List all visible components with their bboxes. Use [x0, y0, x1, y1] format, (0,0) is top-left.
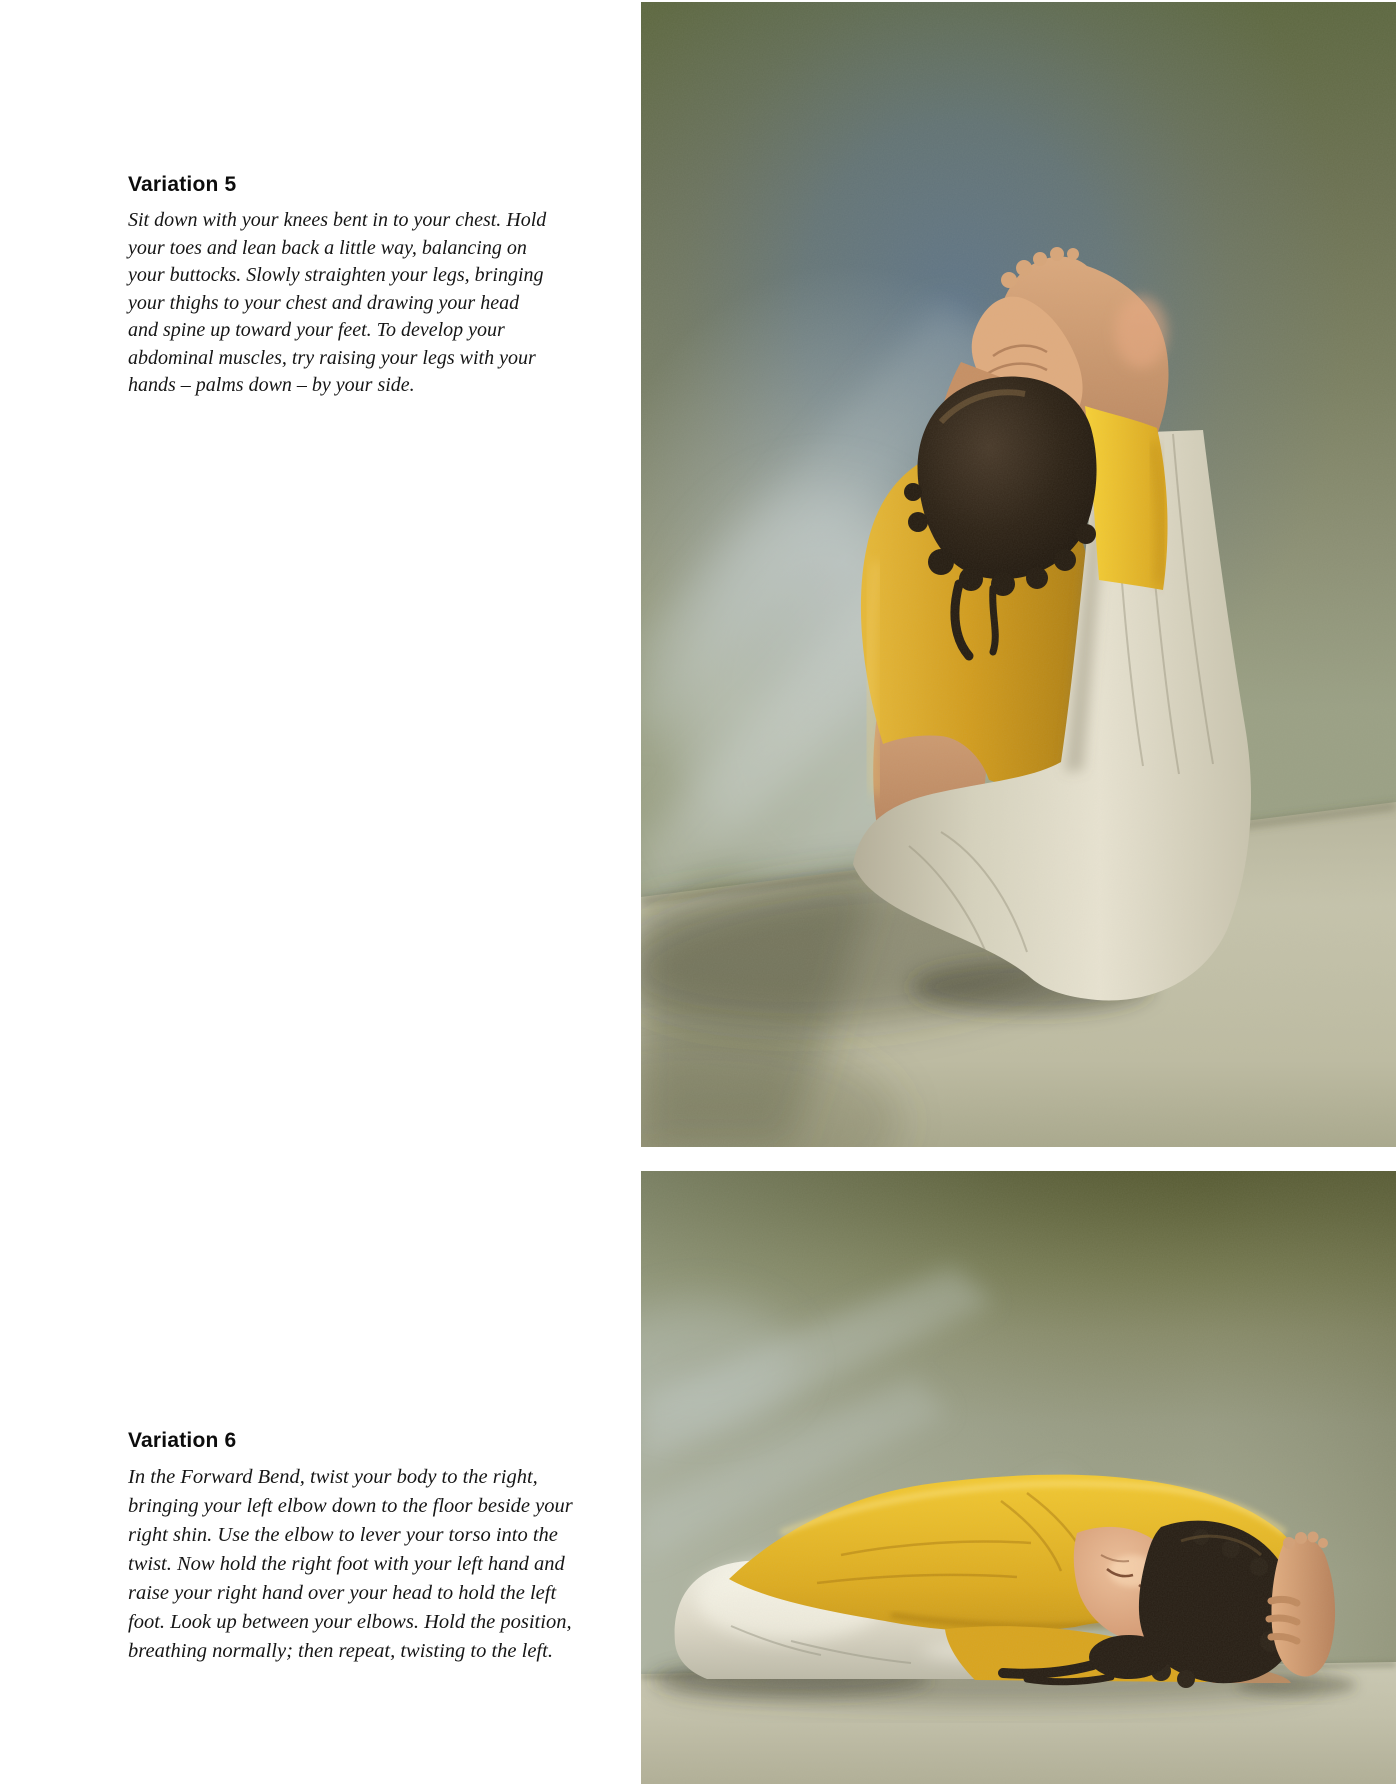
balance-pose-photo: [641, 2, 1396, 1147]
film-grain: [641, 2, 1396, 1147]
variation-5-heading: Variation 5: [128, 173, 237, 196]
variation-6-section: [128, 1428, 586, 1666]
balance-pose-illustration: [641, 2, 1396, 1147]
variation-5-text: Sit down with your knees bent in to your chest. Hold your toes and lean back a little way, balancing on your buttocks. Slowly straighten your legs, bringing your thighs to your chest and drawing your head and spine up toward your feet. To develop your abdominal muscles, try raising your legs with your hands – palms down – by your side.: [128, 209, 547, 396]
film-grain: [641, 1171, 1396, 1784]
forward-bend-twist-photo: [641, 1171, 1396, 1784]
variation-6-text: In the Forward Bend, twist your body to the right, bringing your left elbow down to the floor beside your right shin. Use the elbow to lever your torso into the twist. Now hold the right foot with your left hand and raise your right hand over your head to hold the left foot. Look up between your elbows. Hold the position, breathing normally; then repeat, twisting to the left.: [128, 1466, 573, 1662]
variation-5-section: [128, 172, 548, 400]
variation-6-heading: Variation 6: [128, 1429, 237, 1452]
forward-bend-illustration: [641, 1171, 1396, 1784]
